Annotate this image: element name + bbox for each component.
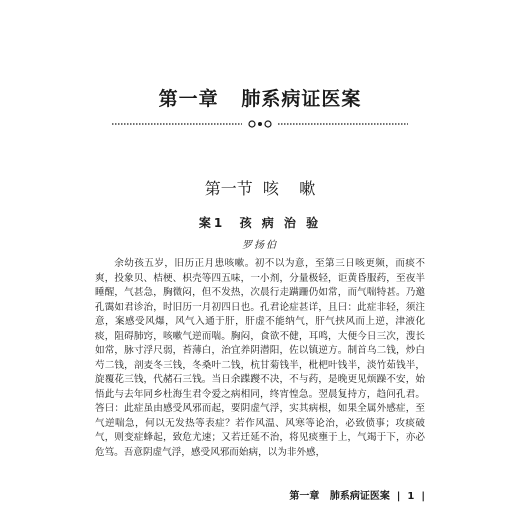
- chapter-title: 第一章 肺系病证医案: [158, 88, 362, 110]
- case-body-paragraph: 余幼孩五岁，旧历正月患咳嗽。初不以为意，至第三日咳更频，而痰不爽，投象贝、桔梗、枳壳等四五味，一小剂，分量极轻，讵黄昏服药，至夜半睡醒，气甚急，胸微闷，但不发热，次晨行走蹒跚仍如常，而气喘特甚。乃邀孔霭如君诊治，时旧历一月初四日也。孔君论症甚详，且曰：此症非轻，须注意，案感受风爆，风气入通于肝，肝虚不能纳气，肝气挟风而上逆，津液化痰，阻碍肺窍，咳嗽气逆而喘。胸闷，食欲不健，耳鸣，大便今日三次，溲长如常，脉寸浮尺弱，苔薄白，治宜养阴潜阳，佐以镇逆方。制首乌二钱，炒白芍二钱，剖麦冬三钱，冬桑叶二钱，杭甘菊钱半，枇杷叶钱半，淡竹茹钱半，旋覆花三钱，代赭石三钱。当日余蹀躞不决，不与药，是晚更见烦躁不安，始悟此与去年同乡杜海生君令爱之病相同，终宵惶急。翌晨复持方，趋问孔君。答曰：此症虽由感受风邪而起，要阴虚气浮，实其病根，如果全属外感症，至气逆喘急，何以无发热等表症？若作风温、风寒等论治，必致偾事；攻痰破气，则变症蜂起，致危尤速；又若迁延不治，将见痰壅于上，气竭于下，亦必危笃。吾意阴虚气浮，感受风邪而始病，以为非外感，: [95, 258, 425, 458]
- case-title: 案1 孩 病 治 验: [198, 216, 322, 230]
- page-footer: 第一章 肺系病证医案 | 1 |: [289, 491, 425, 502]
- case-author: 罗扬伯: [242, 240, 278, 251]
- chapter-divider-ornament: [112, 118, 408, 130]
- section-title: 第一节 咳 嗽: [204, 179, 316, 198]
- case-body: [95, 257, 425, 460]
